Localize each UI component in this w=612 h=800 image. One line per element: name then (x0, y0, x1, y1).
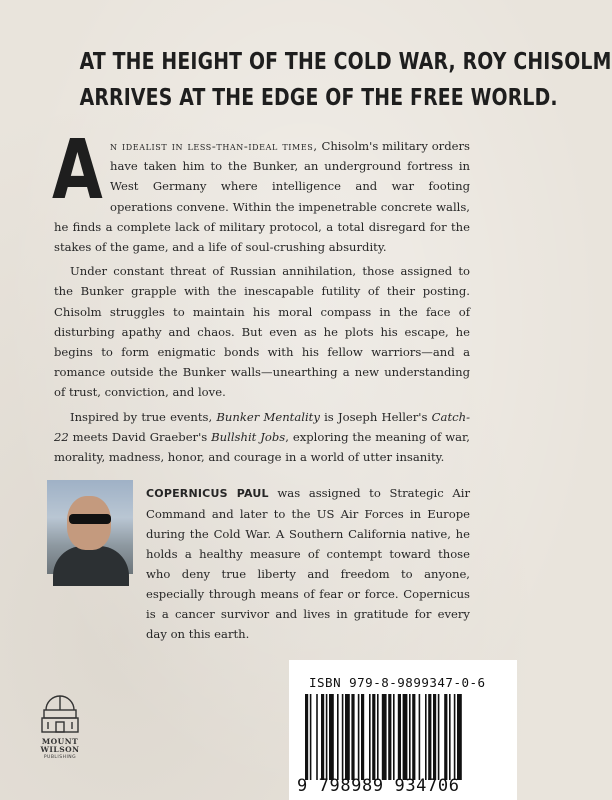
blurb-paragraph-2: Under constant threat of Russian annihilation, those assigned to the Bunker grapple with the inescapable futility of their posting. Chisolm struggles to maintain his moral compass in the face of disturbing apathy and chaos. But even as he plots his escape, he begins to form enigmatic bonds with his fellow warriors—and a romance outside the Bunker walls—unearthing a new understanding of trust, conviction, and love. (54, 264, 470, 400)
barcode-bars (301, 694, 509, 780)
blurb-p3-part-d: , exploring the meaning of war, morality, madness, honor, and courage in a world of utter insanity. (54, 429, 470, 465)
author-bio-text: was assigned to Strategic Air Command and later to the US Air Forces in Europe during the Cold War. A Southern California native, he holds a healthy measure of contempt toward those who deny true liberty and freedom to anyone, especially through means of fear or force. Copernicus is a cancer survivor and lives in gratitude for every day on this earth. (146, 486, 470, 641)
headline-line-1: AT THE HEIGHT OF THE COLD WAR, ROY CHISOLM (79, 49, 612, 75)
publisher-name: MOUNT WILSON (40, 737, 80, 754)
blurb-paragraph-1 (52, 123, 471, 257)
blurb-paragraph-1-text: Chisolm's military orders have taken him to the Bunker, an underground fortress in West Germany where intelligence and war footing operations convene. Within the impenetrable concrete walls, he finds a complete lack of military protocol, a total disregard for the stakes of the game, and a life of soul-crushing absurdity. (54, 139, 471, 255)
author-bio (146, 483, 470, 644)
author-photo (47, 480, 133, 574)
comparison-title-2: Bullshit Jobs (211, 429, 286, 444)
publisher-subtitle: PUBLISHING (43, 755, 77, 760)
observatory-icon (38, 688, 82, 736)
drop-cap: A (52, 123, 103, 218)
blurb-p3-part-c: meets David Graeber's (68, 429, 212, 444)
blurb-lead-in: n idealist in less-than-ideal times, (110, 139, 318, 153)
book-blurb (52, 123, 471, 471)
barcode-digits: 9 798989 934706 (297, 776, 460, 796)
publisher-logo (32, 688, 88, 778)
blurb-paragraph-3 (54, 407, 470, 468)
blurb-p3-part-a: Inspired by true events, (70, 409, 217, 424)
headline (79, 44, 612, 116)
isbn-label: ISBN 979-8-9899347-0-6 (309, 675, 486, 690)
isbn-barcode (289, 660, 517, 800)
headline-line-2: ARRIVES AT THE EDGE OF THE FREE WORLD. (79, 85, 558, 111)
book-title: Bunker Mentality (216, 409, 320, 424)
author-name: COPERNICUS PAUL (146, 487, 269, 500)
comparison-title-1: Catch-22 (54, 409, 470, 444)
blurb-p3-part-b: is Joseph Heller's (319, 409, 432, 424)
